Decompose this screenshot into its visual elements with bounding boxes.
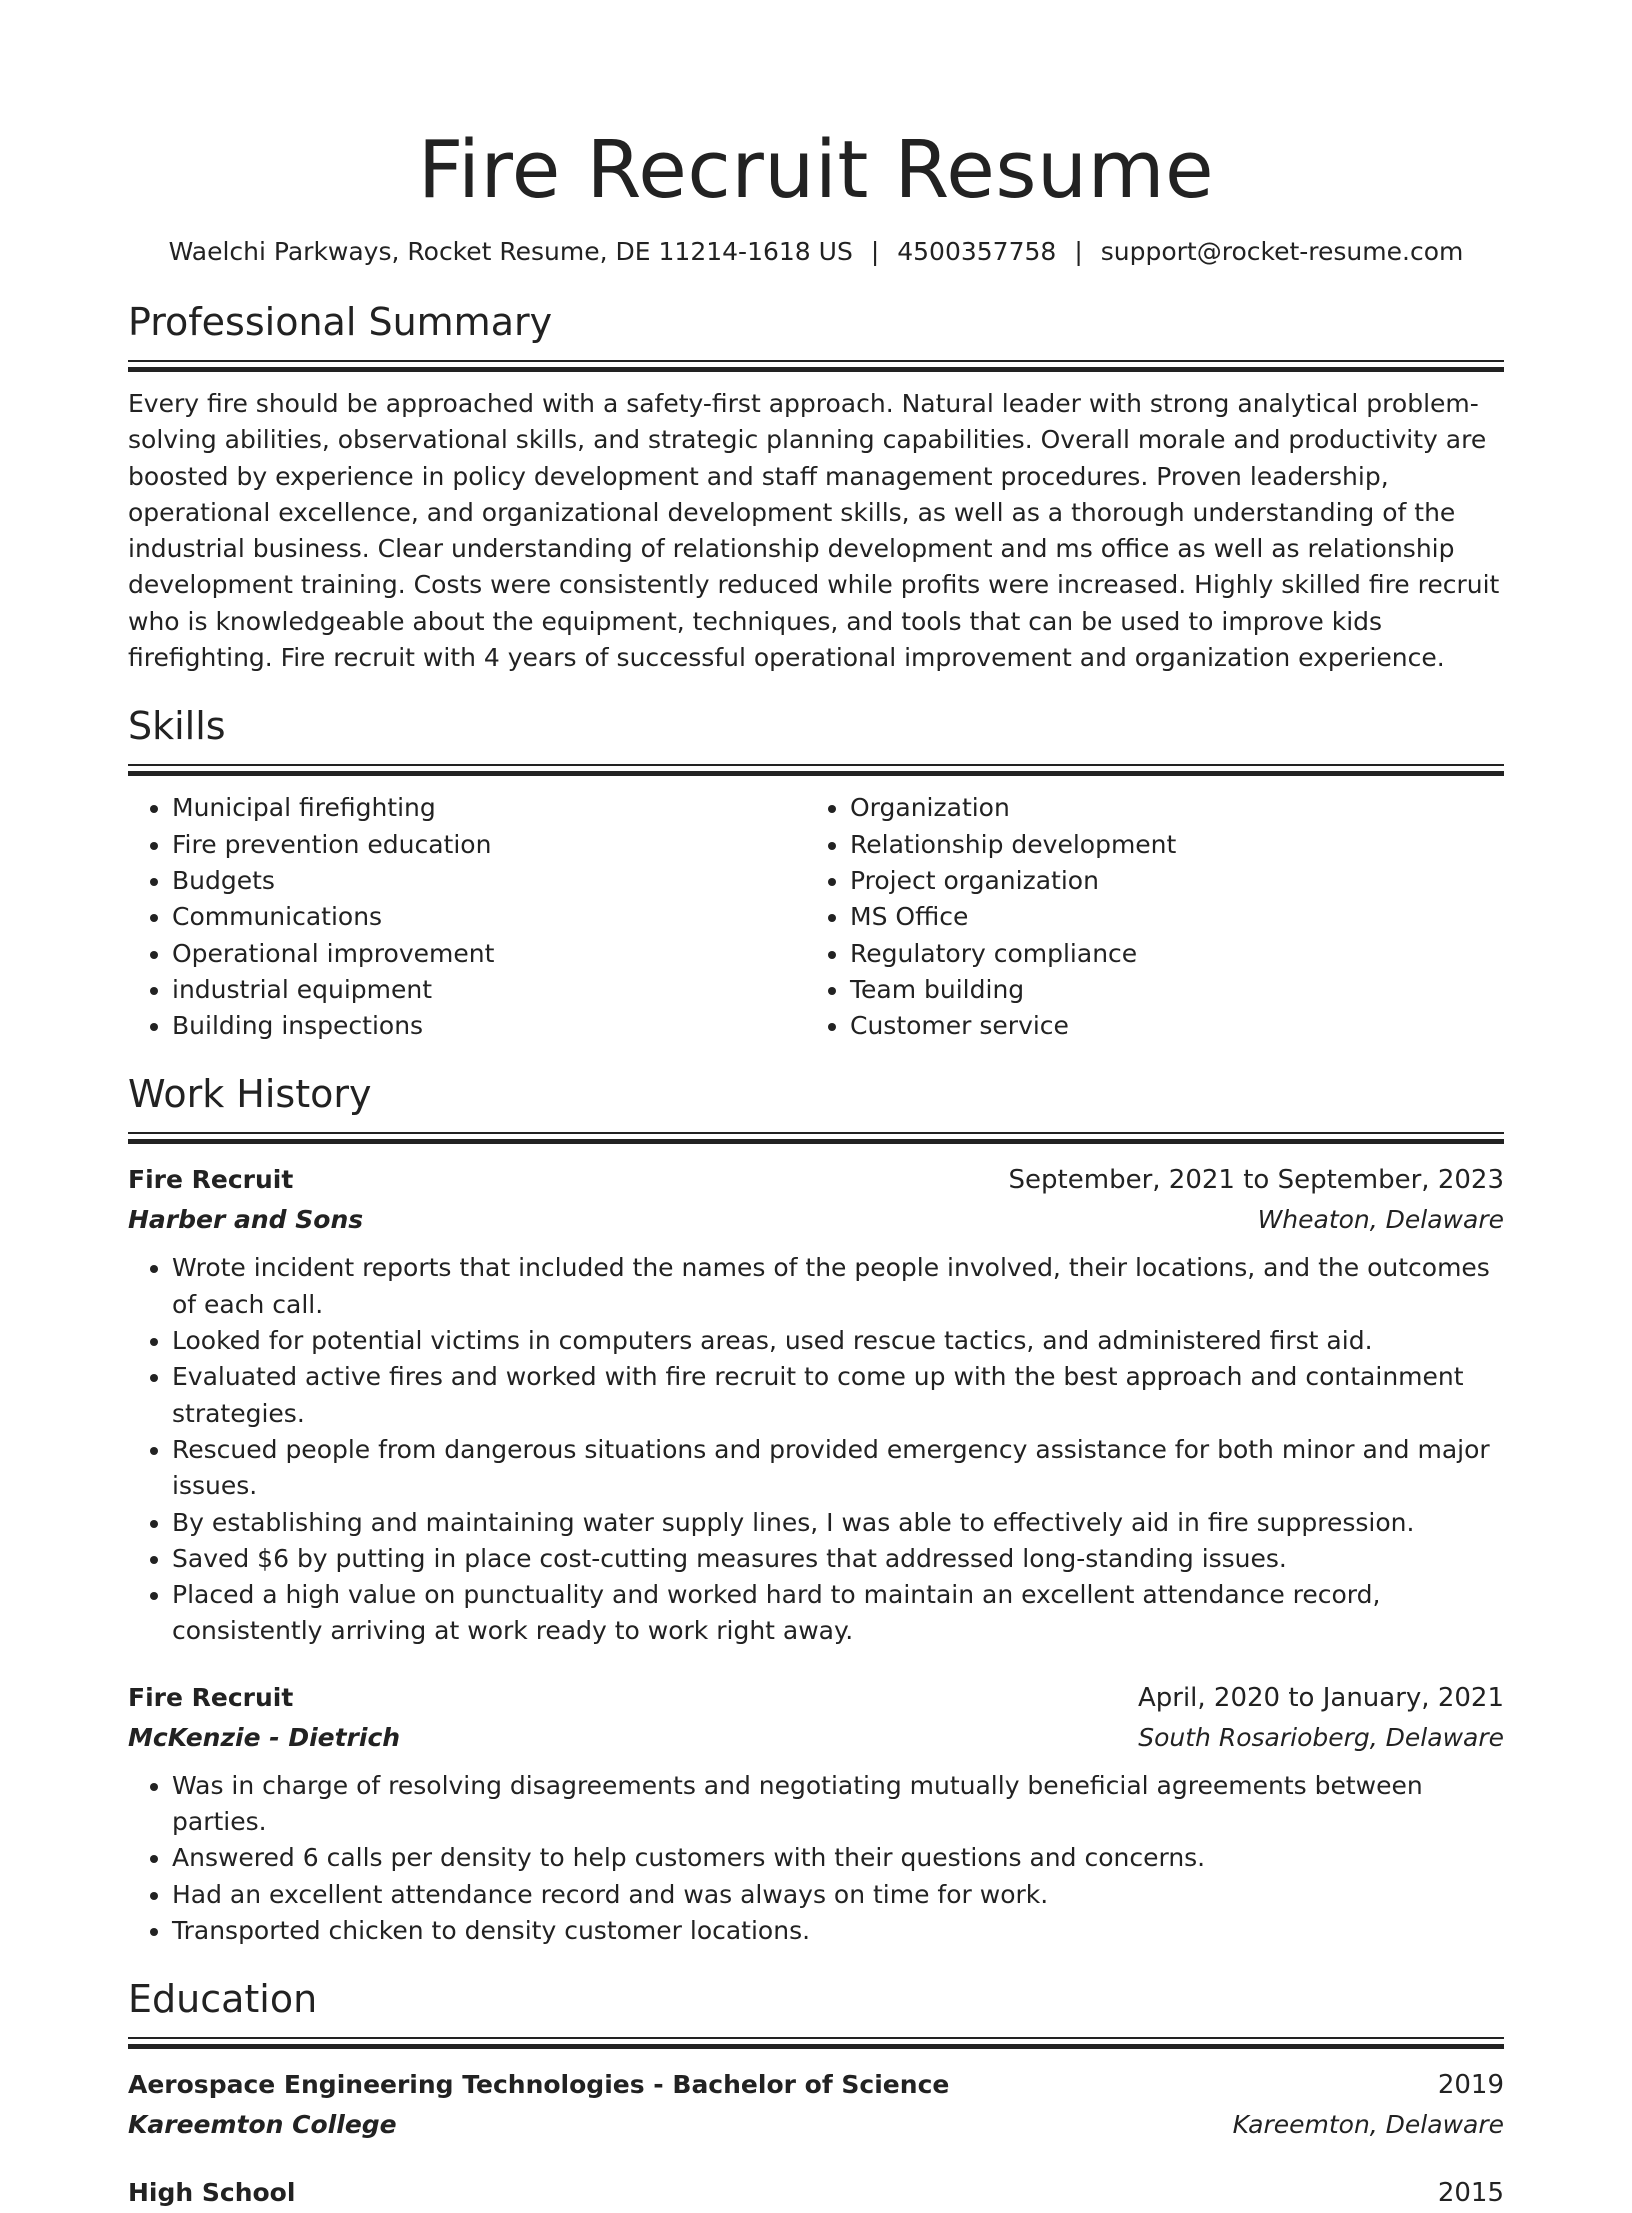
job-bullet: • Wrote incident reports that included the names of the people involved, their locations, and the outcomes of each call.: [172, 1250, 1504, 1323]
job-entry: [128, 1678, 1504, 1949]
education-year: 2015: [1437, 2178, 1504, 2209]
education-location: Kareemton, Delaware: [1232, 2110, 1504, 2140]
skill-item: • Operational improvement: [172, 936, 806, 972]
education-header: [128, 2173, 1504, 2213]
job-bullet: • Rescued people from dangerous situations and provided emergency assistance for both minor and major issues.: [172, 1432, 1504, 1505]
education-degree: High School: [128, 2178, 296, 2208]
section-divider: [128, 764, 1504, 776]
skills-list-left: [128, 790, 806, 1044]
skill-item: • Customer service: [850, 1008, 1484, 1044]
skill-item: • industrial equipment: [172, 972, 806, 1008]
education-entry: [128, 2065, 1504, 2145]
job-bullet: • Transported chicken to density customer locations.: [172, 1913, 1504, 1949]
job-title: Fire Recruit: [128, 1682, 294, 1712]
contact-phone: 4500357758: [897, 237, 1057, 266]
job-company: McKenzie - Dietrich: [128, 1722, 401, 1752]
job-bullets: [128, 1250, 1504, 1649]
skill-item: • Municipal firefighting: [172, 790, 806, 826]
education-year: 2019: [1437, 2070, 1504, 2101]
skill-item: • MS Office: [850, 899, 1484, 935]
section-heading-skills: Skills: [128, 704, 226, 749]
contact-email: support@rocket-resume.com: [1100, 237, 1464, 266]
job-bullet: • Placed a high value on punctuality and worked hard to maintain an excellent attendance record, consistently arriving at work ready to work right away.: [172, 1577, 1504, 1650]
resume-page: [128, 0, 1504, 2213]
skill-item: • Project organization: [850, 863, 1484, 899]
job-bullet: • Evaluated active fires and worked with fire recruit to come up with the best approach and containment strategies.: [172, 1359, 1504, 1432]
skill-item: • Fire prevention education: [172, 827, 806, 863]
work-history-section: [128, 1070, 1504, 1949]
education-subheader: [128, 2105, 1504, 2145]
section-heading-summary: Professional Summary: [128, 300, 553, 344]
job-subheader: [128, 1200, 1504, 1240]
section-heading-education: Education: [128, 1977, 318, 2022]
skill-item: • Relationship development: [850, 827, 1484, 863]
resume-title: Fire Recruit Resume: [417, 124, 1215, 216]
job-bullet: • By establishing and maintaining water supply lines, I was able to effectively aid in fire suppression.: [172, 1505, 1504, 1541]
contact-separator: |: [870, 237, 880, 266]
skill-item: • Regulatory compliance: [850, 936, 1484, 972]
section-heading-work-history: Work History: [128, 1072, 372, 1117]
job-location: South Rosarioberg, Delaware: [1138, 1722, 1504, 1752]
job-location: Wheaton, Delaware: [1257, 1205, 1504, 1235]
education-header: [128, 2065, 1504, 2105]
job-bullets: [128, 1768, 1504, 1949]
education-entry: [128, 2173, 1504, 2213]
contact-separator: |: [1074, 237, 1083, 266]
skill-item: • Organization: [850, 790, 1484, 826]
job-title: Fire Recruit: [128, 1165, 294, 1195]
skill-item: • Budgets: [172, 863, 806, 899]
skills-columns: [128, 790, 1504, 1044]
education-school: Kareemton College: [128, 2110, 397, 2140]
job-bullet: • Answered 6 calls per density to help customers with their questions and concerns.: [172, 1840, 1504, 1876]
job-company: Harber and Sons: [128, 1205, 364, 1235]
skills-list-right: [806, 790, 1484, 1044]
job-header: [128, 1160, 1504, 1200]
job-bullet: • Looked for potential victims in computers areas, used rescue tactics, and administered first aid.: [172, 1323, 1504, 1359]
education-degree: Aerospace Engineering Technologies - Bachelor of Science: [128, 2070, 950, 2100]
skills-section: [128, 702, 1504, 1044]
job-bullet: • Had an excellent attendance record and was always on time for work.: [172, 1877, 1504, 1913]
section-divider: [128, 360, 1504, 372]
contact-line: [128, 234, 1504, 270]
skill-item: • Building inspections: [172, 1008, 806, 1044]
section-divider: [128, 1132, 1504, 1144]
job-dates: September, 2021 to September, 2023: [1008, 1165, 1504, 1196]
skill-item: • Team building: [850, 972, 1484, 1008]
job-bullet: • Was in charge of resolving disagreements and negotiating mutually beneficial agreements between parties.: [172, 1768, 1504, 1841]
summary-text: Every fire should be approached with a safety-first approach. Natural leader with strong analytical problem-solving abilities, observational skills, and strategic planning capabilities. Overall morale and productivity are boosted by experience in policy development and staff management procedures. Proven leadership, operational excellence, and organizational development skills, as well as a thorough understanding of the industrial business. Clear understanding of relationship development and ms office as well as relationship development training. Costs were consistently reduced while profits were increased. Highly skilled fire recruit who is knowledgeable about the equipment, techniques, and tools that can be used to improve kids firefighting. Fire recruit with 4 years of successful operational improvement and organization experience.: [128, 389, 1500, 673]
job-header: [128, 1678, 1504, 1718]
skill-item: • Communications: [172, 899, 806, 935]
education-section: [128, 1975, 1504, 2213]
job-bullet: • Saved $6 by putting in place cost-cutting measures that addressed long-standing issues.: [172, 1541, 1504, 1577]
job-subheader: [128, 1718, 1504, 1758]
contact-address: Waelchi Parkways, Rocket Resume, DE 11214-1618 US: [168, 237, 853, 266]
summary-section: [128, 298, 1504, 676]
job-dates: April, 2020 to January, 2021: [1137, 1682, 1504, 1713]
job-entry: [128, 1160, 1504, 1649]
section-divider: [128, 2037, 1504, 2049]
